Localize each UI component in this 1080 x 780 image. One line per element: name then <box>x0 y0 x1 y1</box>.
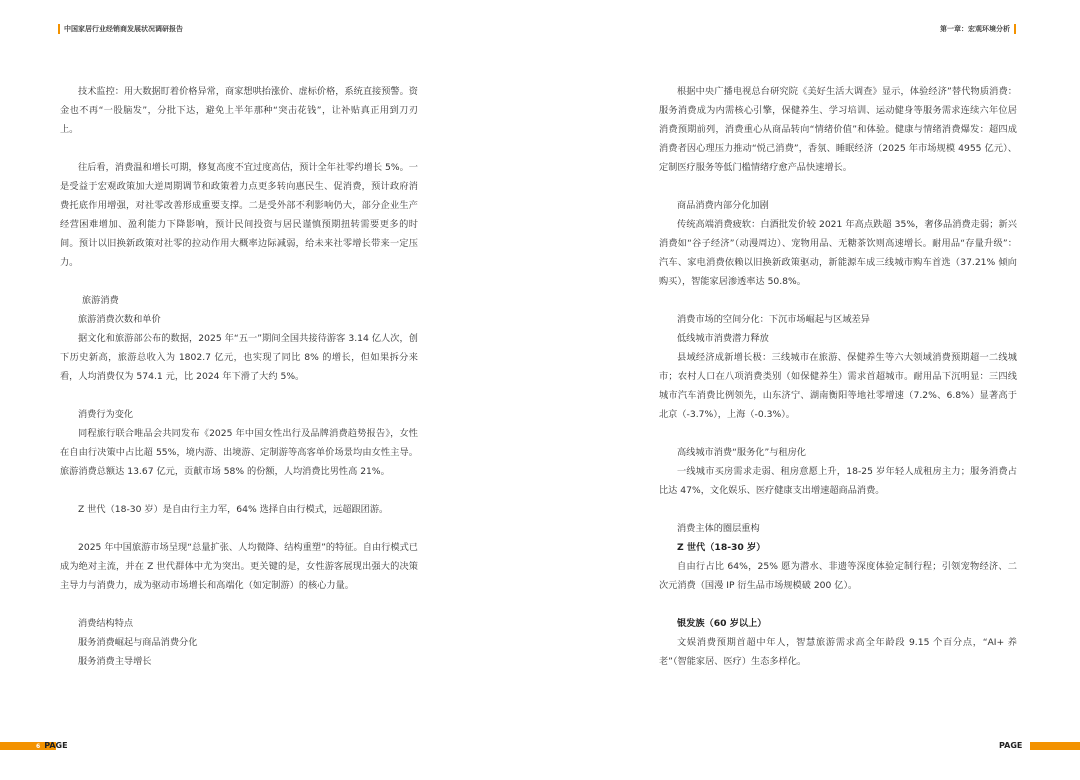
paragraph: 县域经济成新增长极：三线城市在旅游、保健养生等六大领域消费预期超一二线城市；农村人口在八项消费类别（如保健养生）需求首超城市。耐用品下沉明显：三四线城市汽车消费比例领先，山东济宁、湖南衡阳等地社零增速（7.2%、6.8%）显著高于北京（-3.7%），上海（-0.3%）。 <box>659 352 1017 420</box>
subsection-heading: 服务消费崛起与商品消费分化 <box>78 637 198 648</box>
paragraph: 技术监控：用大数据盯着价格异常，商家想哄抬涨价、虚标价格，系统直接预警。资金也不再“一股脑发”，分批下达，避免上半年那种“突击花钱”，让补贴真正用到刀刃上。 <box>60 86 418 135</box>
paragraph: 往后看，消费温和增长可期，修复高度不宜过度高估，预计全年社零约增长 5%。一是受益于宏观政策加大逆周期调节和政策着力点更多转向惠民生、促消费，预计政府消费托底作用增强，对社零改善形成重要支撑。二是受外部不利影响仍大，部分企业生产经营困难增加、盈利能力下降影响，预计民间投资与居民谨慎预期扭转需要更多的时间。预计以旧换新政策对社零的拉动作用大概率边际减弱，给未来社零增长带来一定压力。 <box>60 162 418 268</box>
paragraph: 文娱消费预期首超中年人，智慧旅游需求高全年龄段 9.15 个百分点，“AI+ 养老”（智能家居、医疗）生态多样化。 <box>659 637 1017 667</box>
header-report-title: 中国家居行业经销商发展状况调研报告 <box>58 24 183 34</box>
paragraph: 2025 年中国旅游市场呈现“总量扩张、人均微降、结构重塑”的特征。自由行模式已成为绝对主流，并在 Z 世代群体中尤为突出。更关键的是，女性游客展现出强大的决策主导力与消费力，成为驱动市场增长和高端化（如定制游）的核心力量。 <box>60 542 418 591</box>
section-heading: 商品消费内部分化加剧 <box>677 200 769 211</box>
subsection-heading: 高线城市消费“服务化”与租房化 <box>677 447 806 458</box>
subsection-heading: 服务消费主导增长 <box>78 656 152 667</box>
paragraph: 根据中央广播电视总台研究院《美好生活大调查》显示，体验经济”替代物质消费：服务消费成为内需核心引擎，保健养生、学习培训、运动健身等服务需求连续六年位居消费预期前列，消费重心从商品转向“情绪价值”和体验。健康与情绪消费爆发：超四成消费者因心理压力推动“悦己消费”，香氛、睡眠经济（2025 年市场规模 4955 亿元）、定制医疗服务等低门槛情绪疗愈产品快速增长。 <box>659 86 1017 173</box>
left-page-column <box>60 82 418 671</box>
right-page-column <box>659 82 1017 671</box>
paragraph: 据文化和旅游部公布的数据，2025 年“五一”期间全国共接待游客 3.14 亿人次，创下历史新高，旅游总收入为 1802.7 亿元，也实现了同比 8% 的增长，但如果拆分来看，人均消费仅为 574.1 元，比 2024 年下滑了大约 5%。 <box>60 333 418 382</box>
page-number-left <box>36 741 68 750</box>
subsection-heading: 旅游消费次数和单价 <box>78 314 161 325</box>
paragraph: 自由行占比 64%，25% 愿为潜水、非遗等深度体验定制行程；引领宠物经济、二次元消费（国漫 IP 衍生品市场规模破 200 亿）。 <box>659 561 1017 591</box>
subsection-heading-silver: 银发族（60 岁以上） <box>677 618 767 629</box>
header-chapter-title: 第一章：宏观环境分析 <box>940 24 1016 34</box>
page-number-right <box>999 741 1029 750</box>
section-heading: 消费结构特点 <box>78 618 134 629</box>
subsection-heading: 低线城市消费潜力释放 <box>677 333 769 344</box>
paragraph: 同程旅行联合唯品会共同发布《2025 年中国女性出行及品牌消费趋势报告》，女性在自由行决策中占比超 55%，境内游、出境游、定制游等高客单价场景均由女性主导。旅游消费总额达 13.67 亿元，贡献市场 58% 的份额，人均消费比男性高 21%。 <box>60 428 418 477</box>
section-heading: 消费主体的圈层重构 <box>677 523 760 534</box>
section-heading: 旅游消费 <box>82 295 119 306</box>
paragraph: 传统高端消费疲软：白酒批发价较 2021 年高点跌超 35%，奢侈品消费走弱；新兴消费如“谷子经济”（动漫周边）、宠物用品、无糖茶饮则高速增长。耐用品“存量升级”：汽车、家电消费依赖以旧换新政策驱动，新能源车成三线城市购车首选（37.21% 倾向购买），智能家居渗透率达 50.8%。 <box>659 219 1017 287</box>
page-number-value: 7 <box>1024 743 1029 750</box>
paragraph: 一线城市买房需求走弱、租房意愿上升，18-25 岁年轻人成租房主力；服务消费占比达 47%，文化娱乐、医疗健康支出增速超商品消费。 <box>659 466 1017 496</box>
subsection-heading: 消费行为变化 <box>78 409 134 420</box>
section-heading: 消费市场的空间分化：下沉市场崛起与区域差异 <box>677 314 870 325</box>
footer-accent-bar-right <box>1030 742 1080 750</box>
paragraph: Z 世代（18-30 岁）是自由行主力军，64% 选择自由行模式，远超跟团游。 <box>78 504 389 515</box>
page-label: PAGE <box>44 741 68 750</box>
page-label: PAGE <box>999 741 1023 750</box>
page-number-value: 6 <box>36 743 41 750</box>
subsection-heading-genz: Z 世代（18-30 岁） <box>677 542 766 553</box>
